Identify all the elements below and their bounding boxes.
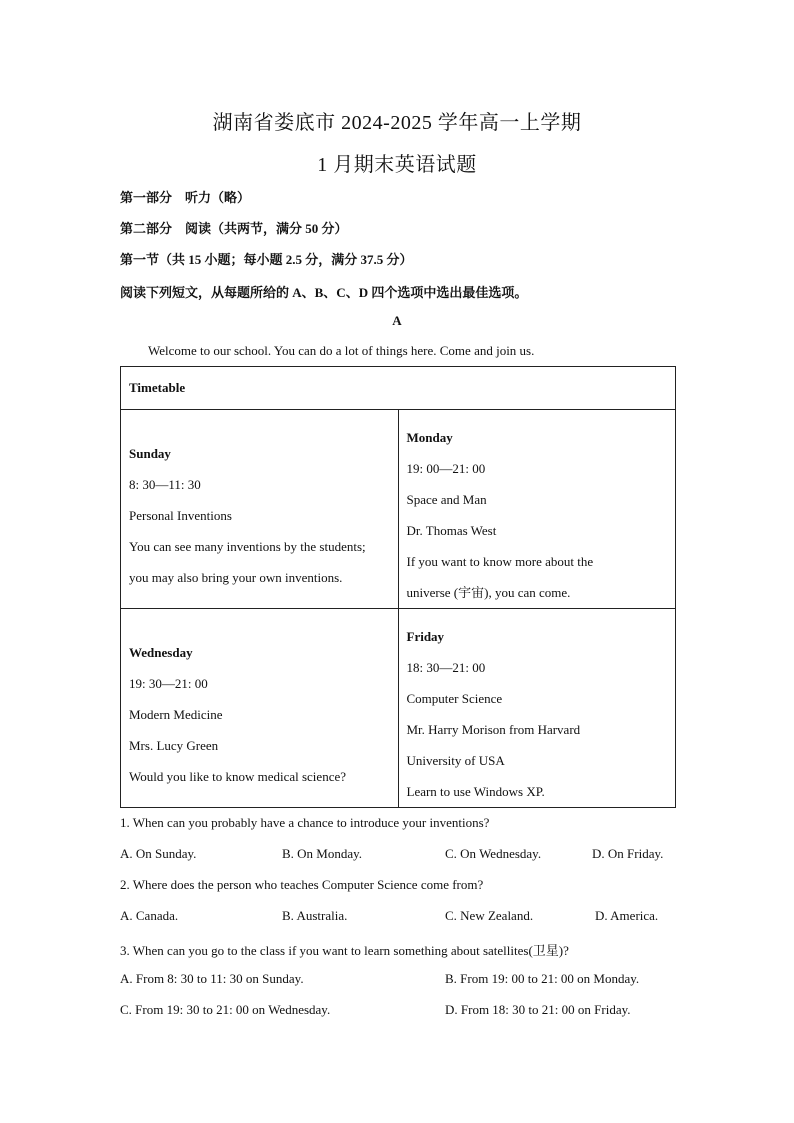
question-1-stem: 1. When can you probably have a chance to introduce your inventions? (120, 815, 490, 830)
question-1-option-c: C. On Wednesday. (445, 846, 542, 861)
question-3-option-c: C. From 19: 30 to 21: 00 on Wednesday. (120, 1002, 331, 1017)
document-title-line-1: 湖南省娄底市 2024-2025 学年高一上学期 (212, 112, 582, 134)
question-2-option-a: A. Canada. (120, 908, 179, 923)
question-2-option-d: D. America. (595, 908, 659, 923)
question-2-option-b: B. Australia. (282, 908, 348, 923)
cell-line: Modern Medicine (129, 707, 223, 722)
cell-line: 8: 30—11: 30 (129, 477, 201, 492)
cell-line: 19: 30—21: 00 (129, 676, 208, 691)
question-1-option-b: B. On Monday. (282, 846, 363, 861)
cell-line: Space and Man (406, 492, 487, 507)
cell-line: you may also bring your own inventions. (129, 570, 343, 585)
section-one-heading: 第一节（共 15 小题；每小题 2.5 分，满分 37.5 分） (120, 252, 413, 267)
question-1-option-d: D. On Friday. (592, 846, 664, 861)
part-one-heading: 第一部分 听力（略） (120, 190, 251, 205)
document-title-line-2: 1 月期末英语试题 (317, 154, 477, 176)
day-label: Wednesday (129, 645, 193, 660)
day-label: Monday (406, 430, 453, 445)
day-label: Sunday (129, 446, 171, 461)
cell-line: Personal Inventions (129, 508, 232, 523)
passage-letter: A (392, 313, 402, 328)
timetable-header: Timetable (121, 367, 676, 410)
passage-intro: Welcome to our school. You can do a lot of things here. Come and join us. (148, 343, 535, 358)
cell-line: Computer Science (406, 691, 503, 706)
cell-line: University of USA (406, 753, 505, 768)
cell-line: Dr. Thomas West (406, 523, 497, 538)
question-2-option-c: C. New Zealand. (445, 908, 534, 923)
reading-instruction: 阅读下列短文，从每题所给的 A、B、C、D 四个选项中选出最佳选项。 (120, 285, 528, 300)
timetable-cell-friday (398, 609, 676, 808)
day-label: Friday (406, 629, 445, 644)
timetable-cell-wednesday (121, 609, 399, 808)
cell-line: Mr. Harry Morison from Harvard (406, 722, 581, 737)
cell-line: universe (宇宙), you can come. (406, 585, 571, 600)
cell-line: If you want to know more about the (406, 554, 594, 569)
question-3-option-a: A. From 8: 30 to 11: 30 on Sunday. (120, 971, 304, 986)
question-3-option-b: B. From 19: 00 to 21: 00 on Monday. (445, 971, 640, 986)
timetable (120, 366, 676, 808)
part-two-heading: 第二部分 阅读（共两节，满分 50 分） (120, 221, 348, 236)
cell-line: You can see many inventions by the students; (129, 539, 366, 554)
cell-line: 18: 30—21: 00 (406, 660, 486, 675)
question-3-stem: 3. When can you go to the class if you want to learn something about satellites(卫星)? (120, 943, 569, 958)
timetable-cell-sunday (121, 410, 399, 609)
cell-line: Mrs. Lucy Green (129, 738, 219, 753)
cell-line: Learn to use Windows XP. (406, 784, 545, 799)
cell-line: 19: 00—21: 00 (406, 461, 486, 476)
question-1-option-a: A. On Sunday. (120, 846, 197, 861)
question-2-stem: 2. Where does the person who teaches Computer Science come from? (120, 877, 484, 892)
cell-line: Would you like to know medical science? (129, 769, 347, 784)
question-3-option-d: D. From 18: 30 to 21: 00 on Friday. (445, 1002, 631, 1017)
timetable-cell-monday (398, 410, 676, 609)
